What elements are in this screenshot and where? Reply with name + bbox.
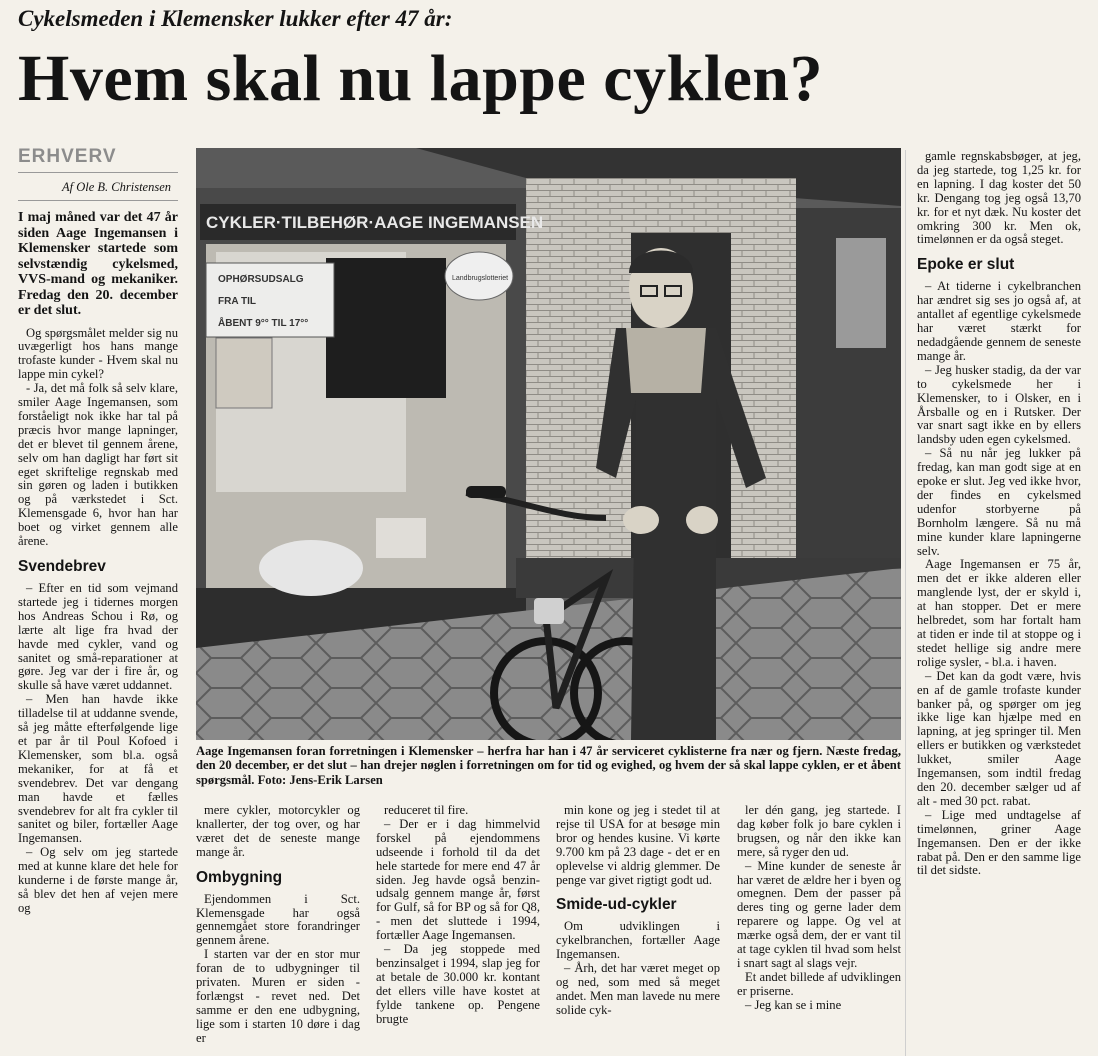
paragraph: min kone og jeg i stedet til at rejse til USA for at besøge min bror og hendes kusine. Vi kørte 9.700 km på 23 dage - det er en oplevelse vi aldrig glemmer. De penge var givet rigtigt godt ud. — [556, 804, 720, 887]
paragraph: – Jeg kan se i mine — [745, 997, 842, 1012]
opening-hours-sign: ÅBENT 9°° TIL 17°° — [218, 318, 309, 329]
paragraph: Og spørgsmålet melder sig nu uvægerligt hos hans mange trofaste kunder - Hvem skal nu lappe min cykel? — [18, 325, 178, 382]
paragraph: reduceret til fire. — [384, 804, 469, 817]
paragraph: – Lige med undtagelse af timelønnen, griner Aage Ingemansen. Den er der ikke rabat på. Den er den samme lige til det sidste. — [917, 807, 1081, 878]
byline: Af Ole B. Christensen — [62, 180, 172, 194]
text-column-5 — [737, 804, 901, 1056]
byline-rule — [18, 200, 178, 201]
subheading-ombygning: Ombygning — [196, 868, 283, 886]
paragraph: – Men han havde ikke tilladelse til at uddanne svende, så jeg måtte efterfølgende lige et par år til Poul Kofoed i Klemensker, som bl.a. også mekaniker, for at få et svendebrev. Det var dengang man havde et fælles svendebrev for alt fra cykler til sanitet og biler, fortæller Aage Ingemansen. — [18, 692, 178, 846]
paragraph: – Så nu når jeg lukker på fredag, kan man godt sige at en epoke er slut. Jeg ved ikke hvor, der findes en cykelsmed udenfor storbyerne på Bornholm længere. Så nu må mine kunder klare lapningerne selv. — [917, 446, 1081, 558]
paragraph: – Jeg husker stadig, da der var to cykelsmede her i Klemensker, to i Olsker, en i Årsballe og en i Rutsker. Der var snart sagt ikke en by ellers landsby uden egen cykelsmed. — [917, 362, 1081, 447]
sale-dates-sign: FRA TIL — [218, 296, 256, 307]
article-kicker: Cykelsmeden i Klemensker lukker efter 47 år: — [18, 6, 453, 31]
text-column-2 — [196, 804, 360, 1056]
text-column-4 — [556, 804, 720, 1056]
lottery-badge: Landbrugslotteriet — [452, 275, 509, 282]
paragraph: Ejendommen i Sct. Klemensgade har også gennemgået store forandringer gennem årene. — [196, 891, 360, 948]
paragraph: gamle regnskabsbøger, at jeg, da jeg startede, tog 1,25 kr. for en lapning. I dag koster det 50 kr. Dengang tog jeg også 13,70 kr. for et nyt dæk. Nu koster det omkring 300 kr. Men ok, timelønnen er da også steget. — [917, 150, 1081, 247]
shop-front-illustration — [196, 148, 901, 740]
subheading-svendebrev: Svendebrev — [18, 558, 106, 575]
text-column-1 — [18, 210, 178, 1056]
section-label: ERHVERV — [18, 146, 117, 167]
paragraph: – Da jeg stoppede med benzinsalget i 1994, slap jeg for at betale de 30.000 kr. kontant det ellers ville have kostet at fylde tankene op. Pengene brugte — [376, 942, 540, 1026]
paragraph: I starten var der en stor mur foran de to udbygninger til privaten. Muren er siden - forlængst - revet ned. Det samme er den ene udbygning, lige som i starten 10 døre i dag er — [196, 947, 360, 1045]
closing-sale-sign: OPHØRSUDSALG — [218, 274, 304, 285]
paragraph: – Årh, det har været meget op og ned, som med så meget andet. Men man lavede nu mere solide cyk- — [556, 961, 720, 1017]
subheading-smide-ud-cykler: Smide-ud-cykler — [556, 896, 677, 914]
paragraph: – Efter en tid som vejmand startede jeg i tidernes morgen hos Andreas Schou i Rø, og lærte alt lige fra hvad der havde med cykler, vand og sanitet og små-reparationer at gøre. Jeg var der i fire år, og skulle så have været uddannet. — [18, 581, 178, 693]
paragraph: Om udviklingen i cykelbranchen, fortæller Aage Ingemansen. — [556, 919, 720, 962]
paragraph: – Mine kunder de seneste år har været de ældre her i byen og omegnen. Dem der passer på deres ting og gerne lader dem reparere og lappe. Og vel at mærke også dem, der er vant til at tage cyklen til hvad som helst i snart sagt al slags vejr. — [737, 858, 901, 970]
lead-paragraph: I maj måned var det 47 år siden Aage Ingemansen i Klemensker startede som selvstændig cykelsmed, VVS-mand og mekaniker. Fredag den 20. december er det slut. — [18, 210, 178, 318]
section-rule — [18, 172, 178, 173]
paragraph: – At tiderne i cykelbranchen har ændret sig ses jo også af, at antallet af egentlige cykelsmede har været stærkt for nedadgående gennem de seneste mange år. — [917, 279, 1081, 363]
shop-sign-text: CYKLER·TILBEHØR·AAGE INGEMANSEN — [206, 213, 544, 232]
paragraph: mere cykler, motorcykler og knallerter, der tog over, og har været det de seneste mange mange år. — [196, 804, 360, 859]
paragraph: Et andet billede af udviklingen er priserne. — [737, 969, 901, 998]
article-headline: Hvem skal nu lappe cyklen? — [18, 42, 824, 115]
article-photo — [196, 148, 901, 740]
text-column-6 — [917, 150, 1081, 1056]
paragraph: – Det kan da godt være, hvis en af de gamle trofaste kunder banker på, og spørger om jeg ikke lige kan hjælpe med en lapning, at jeg springer til. Men ellers er butikken og værkstedet lukket, smiler Aage Ingemansen, som indtil fredag den 20. december sælger ud af alt - med 30 pct. rabat. — [917, 668, 1081, 808]
subheading-epoke-er-slut: Epoke er slut — [917, 256, 1015, 274]
paragraph: – Og selv om jeg startede med at kunne klare det hele for kunderne i de første mange år, så blev det hen af vejen mere og — [18, 845, 178, 915]
paragraph: ler dén gang, jeg startede. I dag køber folk jo bare cyklen i brugsen, og når den ikke kan mere, så ryger den ud. — [737, 804, 901, 859]
paragraph: – Der er i dag himmelvid forskel på ejendommens udseende i forhold til da det hele startede for mere end 47 år siden. Jeg havde også benzin-udsalg gennem mange år, først for Gulf, så for BP og så for Q8, - men det sluttede i 1994, fortæller Aage Ingemansen. — [376, 816, 540, 943]
photo-caption: Aage Ingemansen foran forretningen i Klemensker – herfra har han i 47 år serviceret cyklisterne fra nær og fjern. Næste fredag, den 20 december, er det slut – han drejer nøglen i forretningen om for tid og evighed, og hvem der så skal lappe cyklen, er et åbent spørgsmål. Foto: Jens-Erik Larsen — [196, 744, 901, 787]
paragraph: - Ja, det må folk så selv klare, smiler Aage Ingemansen, som forståeligt nok ikke har tal på præcis hvor mange lapninger, det er blevet til gennem årene, selv om han dagligt har ført sit eget skriftelige regnskab med sin gøren og laden i butikken og på værkstedet i Sct. Klemensgade 6, hvor han har boet og virket gennem alle årene. — [18, 381, 178, 549]
text-column-3 — [376, 804, 540, 1056]
paragraph: Aage Ingemansen er 75 år, men det er ikke alderen eller manglende lyst, der er skyld i, at han stopper. Det er mere helbredet, som har fortalt ham at tiden er inde til at stoppe og i stedet hellige sig andre mere rolige sysler, - bl.a. i haven. — [917, 557, 1081, 669]
column-divider — [905, 150, 906, 1056]
